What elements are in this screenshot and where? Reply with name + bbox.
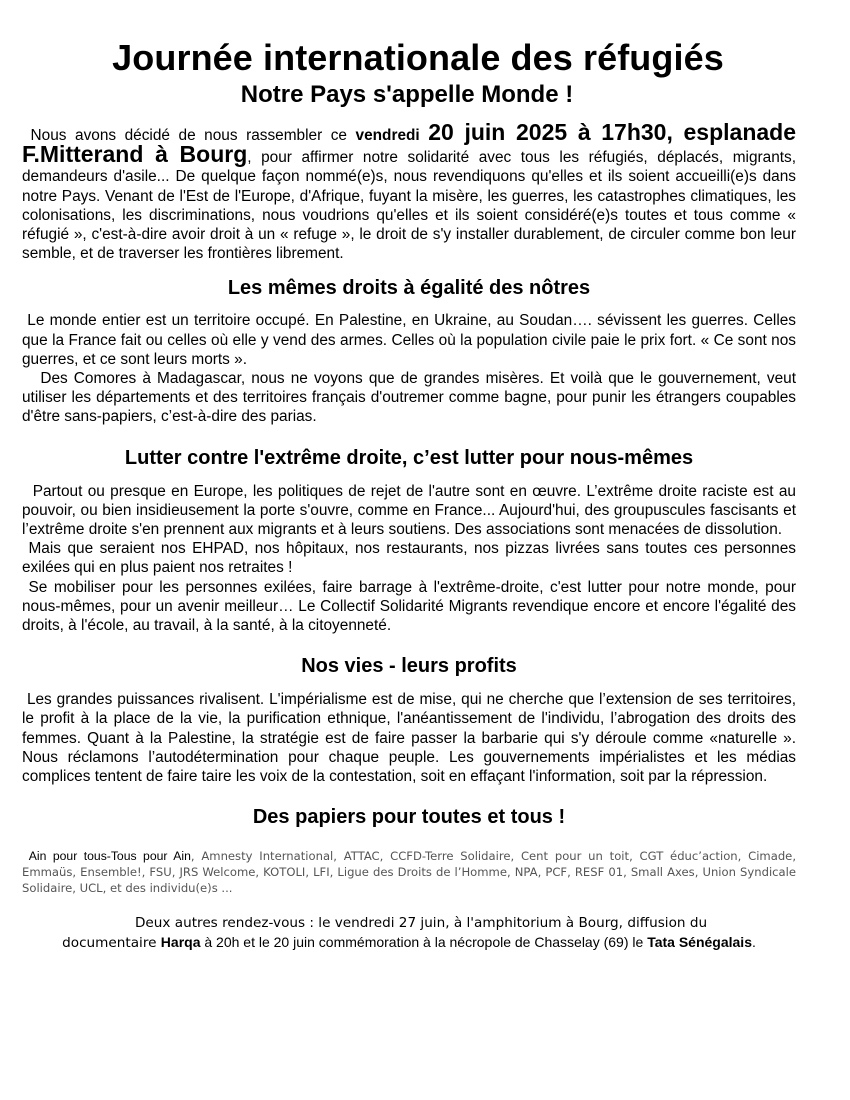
event-datetime-location: 20 juin 2025 à 17h30, esplanade F.Mitterand à Bourg (22, 119, 797, 168)
paragraph-text: Le monde entier est un territoire occupé. En Palestine, en Ukraine, au Soudan…. sévissent les guerres. Celles que la France fait ou celles où elle y vend des armes. Celles où la population civile paie le prix fort. « Ce sont nos guerres, et ce sont leurs morts ». (22, 312, 797, 368)
section-heading-profits: Nos vies - leurs profits (301, 655, 517, 678)
footer-text: documentaire (62, 935, 161, 952)
signatory-first: Ain pour tous-Tous pour Ain (28, 849, 191, 864)
memorial-name: Tata Sénégalais (647, 934, 752, 951)
section-paragraph (22, 690, 796, 786)
section-paragraph (22, 311, 796, 426)
film-title: Harqa (160, 934, 201, 951)
intro-text-rest: , pour affirmer notre solidarité avec tous les réfugiés, déplacés, migrants, demandeurs d'asile... De quelque façon nommé(e)s, nous revendiquons qu'elles et ils soient accueilli(e)s dans notre Pays. Venant de l'Est de l'Europe, d'Afrique, fuyant la misère, les guerres, les catastrophes climatiques, les colonisations, les discriminations, nous voudrions qu'elles et ils soient considéré(e)s toutes et tous comme « réfugié », c'est-à-dire avoir droit à un « refuge », le droit de s'y installer durablement, de circuler comme bon leur semble, et de traverser les frontières librement. (22, 149, 797, 263)
other-events-line-2 (22, 933, 796, 953)
section-paragraph (22, 482, 796, 636)
section-heading-equal-rights: Les mêmes droits à égalité des nôtres (227, 277, 591, 300)
footer-text: à 20h et le 20 juin commémoration à la nécropole de Chasselay (69) le (200, 934, 648, 951)
page-subtitle: Notre Pays s'appelle Monde ! (240, 81, 574, 108)
paragraph-text: Mais que seraient nos EHPAD, nos hôpitaux, nos restaurants, nos pizzas livrées sans toutes ces personnes exilées qui en plus paient nos retraites ! (22, 540, 797, 577)
other-events (22, 914, 796, 953)
intro-day: vendredi (355, 127, 420, 144)
intro-text-start: Nous avons décidé de nous rassembler ce (30, 127, 356, 144)
intro-paragraph (22, 119, 797, 263)
closing-heading: Des papiers pour toutes et tous ! (252, 806, 566, 829)
signatories-rest: , Amnesty International, ATTAC, CCFD-Terre Solidaire, Cent pour un toit, CGT éduc’action, Cimade, Emmaüs, Ensemble!, FSU, JRS Welcome, KOTOLI, LFI, Ligue des Droits de l’Homme, NPA, PCF, RESF 01, Small Axes, Union Syndicale Solidaire, UCL, et des individu(e)s ... (22, 849, 796, 896)
paragraph-text: Partout ou presque en Europe, les politiques de rejet de l'autre sont en œuvre. L’extrême droite raciste est au pouvoir, ou bien insidieusement la porte s'ouvre, comme en France... Aujourd'hui, des groupuscules fascisants et l’extrême droite s'en prennent aux migrants et à leurs soutiens. Des associations sont menacées de dissolution. (22, 482, 796, 539)
flyer-page (22, 36, 796, 953)
footer-text: . (751, 934, 756, 951)
paragraph-text: Les grandes puissances rivalisent. L'impérialisme est de mise, qui ne cherche que l’extension de ses territoires, le profit à la place de la vie, la purification ethnique, l'anéantissement de l'individu, l’abrogation des droits des femmes. Quant à la Palestine, la stratégie est de faire passer la barbarie qui s'y déroule comme «naturelle ». Nous réclamons l’autodétermination pour chaque peuple. Les gouvernements impérialistes et les médias complices tentent de faire taire les voix de la contestation, soit en effaçant l'information, soit par la répression. (22, 691, 796, 786)
paragraph-text: Se mobiliser pour les personnes exilées, faire barrage à l'extrême-droite, c'est lutter pour notre monde, pour nous-mêmes, pour un avenir meilleur… Le Collectif Solidarité Migrants revendique encore et encore l'égalité des droits, à l'école, au travail, à la santé, à la citoyenneté. (22, 578, 796, 635)
other-events-line-1: Deux autres rendez-vous : le vendredi 27 juin, à l'amphitorium à Bourg, diffusion du (134, 915, 708, 932)
page-title: Journée internationale des réfugiés (112, 37, 724, 78)
signatories-list (22, 848, 796, 896)
section-heading-far-right: Lutter contre l'extrême droite, c’est lutter pour nous-mêmes (124, 446, 694, 469)
paragraph-text: Des Comores à Madagascar, nous ne voyons que de grandes misères. Et voilà que le gouvernement, veut utiliser les départements et des territoires français d'outremer comme bagne, pour punir les étrangers coupables d'être sans-papiers, c’est-à-dire des parias. (22, 370, 796, 426)
